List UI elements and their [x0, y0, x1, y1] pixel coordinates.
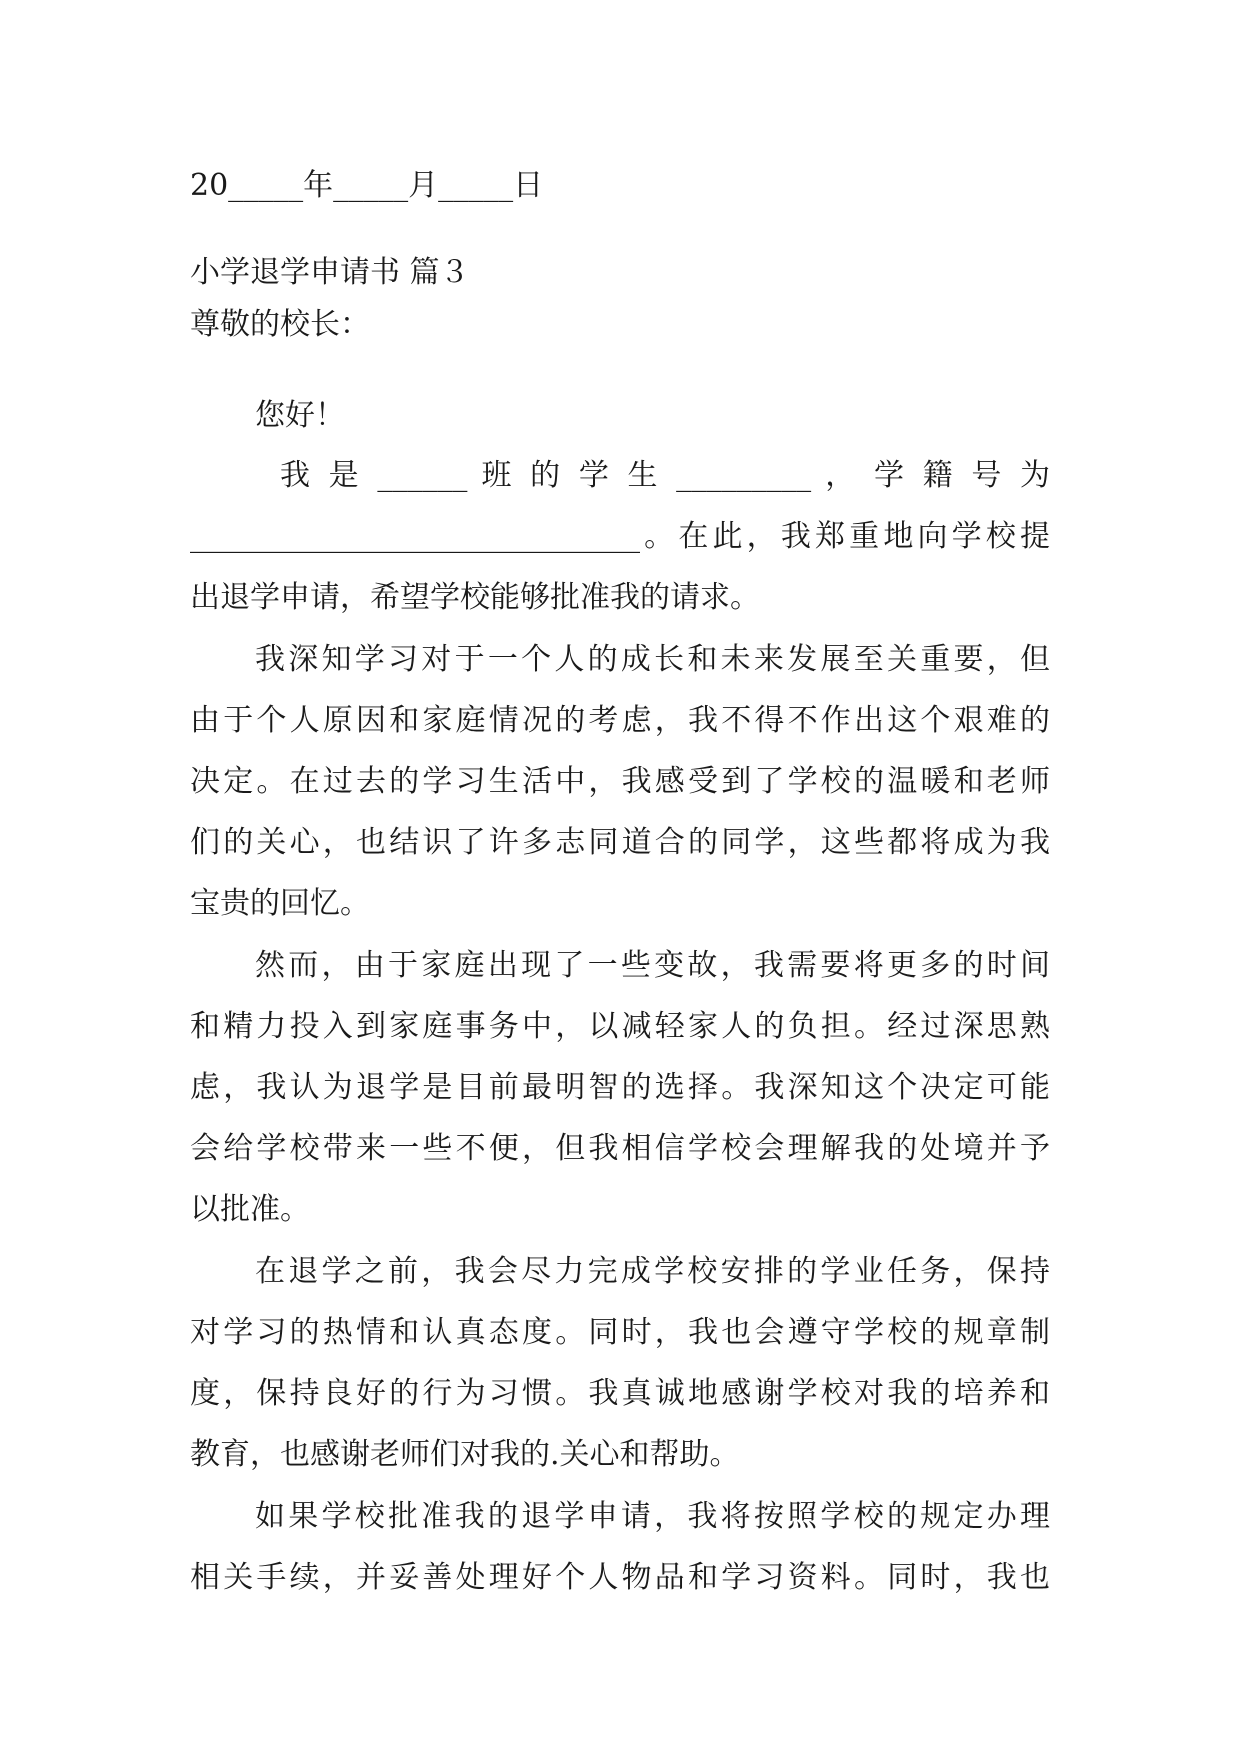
body-line: 相关手续，并妥善处理好个人物品和学习资料。同时，我也 — [190, 1560, 1050, 1595]
body-line: 和精力投入到家庭事务中，以减轻家人的负担。经过深思熟 — [190, 1009, 1050, 1044]
greeting: 您好！ — [255, 398, 345, 433]
body-line: 们的关心，也结识了许多志同道合的同学，这些都将成为我 — [190, 825, 1050, 860]
body-line: 我深知学习对于一个人的成长和未来发展至关重要，但 — [255, 642, 1050, 677]
date-line: 20_____年_____月_____日 — [190, 168, 544, 203]
body-line: 度，保持良好的行为习惯。我真诚地感谢学校对我的培养和 — [190, 1376, 1050, 1411]
body-line: 以批准。 — [190, 1192, 310, 1227]
body-line: 决定。在过去的学习生活中，我感受到了学校的温暖和老师 — [190, 764, 1050, 799]
body-line: ______________________________。在此，我郑重地向学校提 — [190, 519, 1050, 554]
section-title: 小学退学申请书 篇３ — [190, 255, 470, 290]
body-line: 如果学校批准我的退学申请，我将按照学校的规定办理 — [255, 1499, 1050, 1534]
body-line: 虑，我认为退学是目前最明智的选择。我深知这个决定可能 — [190, 1070, 1050, 1105]
body-line: 会给学校带来一些不便，但我相信学校会理解我的处境并予 — [190, 1131, 1050, 1166]
salutation: 尊敬的校长： — [190, 307, 370, 342]
body-line: 我 是 ______ 班 的 学 生 _________ ， 学 籍 号 为 — [280, 458, 1050, 493]
body-line: 然而，由于家庭出现了一些变故，我需要将更多的时间 — [255, 948, 1050, 983]
body-line: 出退学申请，希望学校能够批准我的请求。 — [190, 580, 760, 615]
body-line: 在退学之前，我会尽力完成学校安排的学业任务，保持 — [255, 1254, 1050, 1289]
body-line: 对学习的热情和认真态度。同时，我也会遵守学校的规章制 — [190, 1315, 1050, 1350]
body-line: 由于个人原因和家庭情况的考虑，我不得不作出这个艰难的 — [190, 703, 1050, 738]
body-line: 宝贵的回忆。 — [190, 886, 370, 921]
body-line: 教育，也感谢老师们对我的.关心和帮助。 — [190, 1437, 740, 1472]
